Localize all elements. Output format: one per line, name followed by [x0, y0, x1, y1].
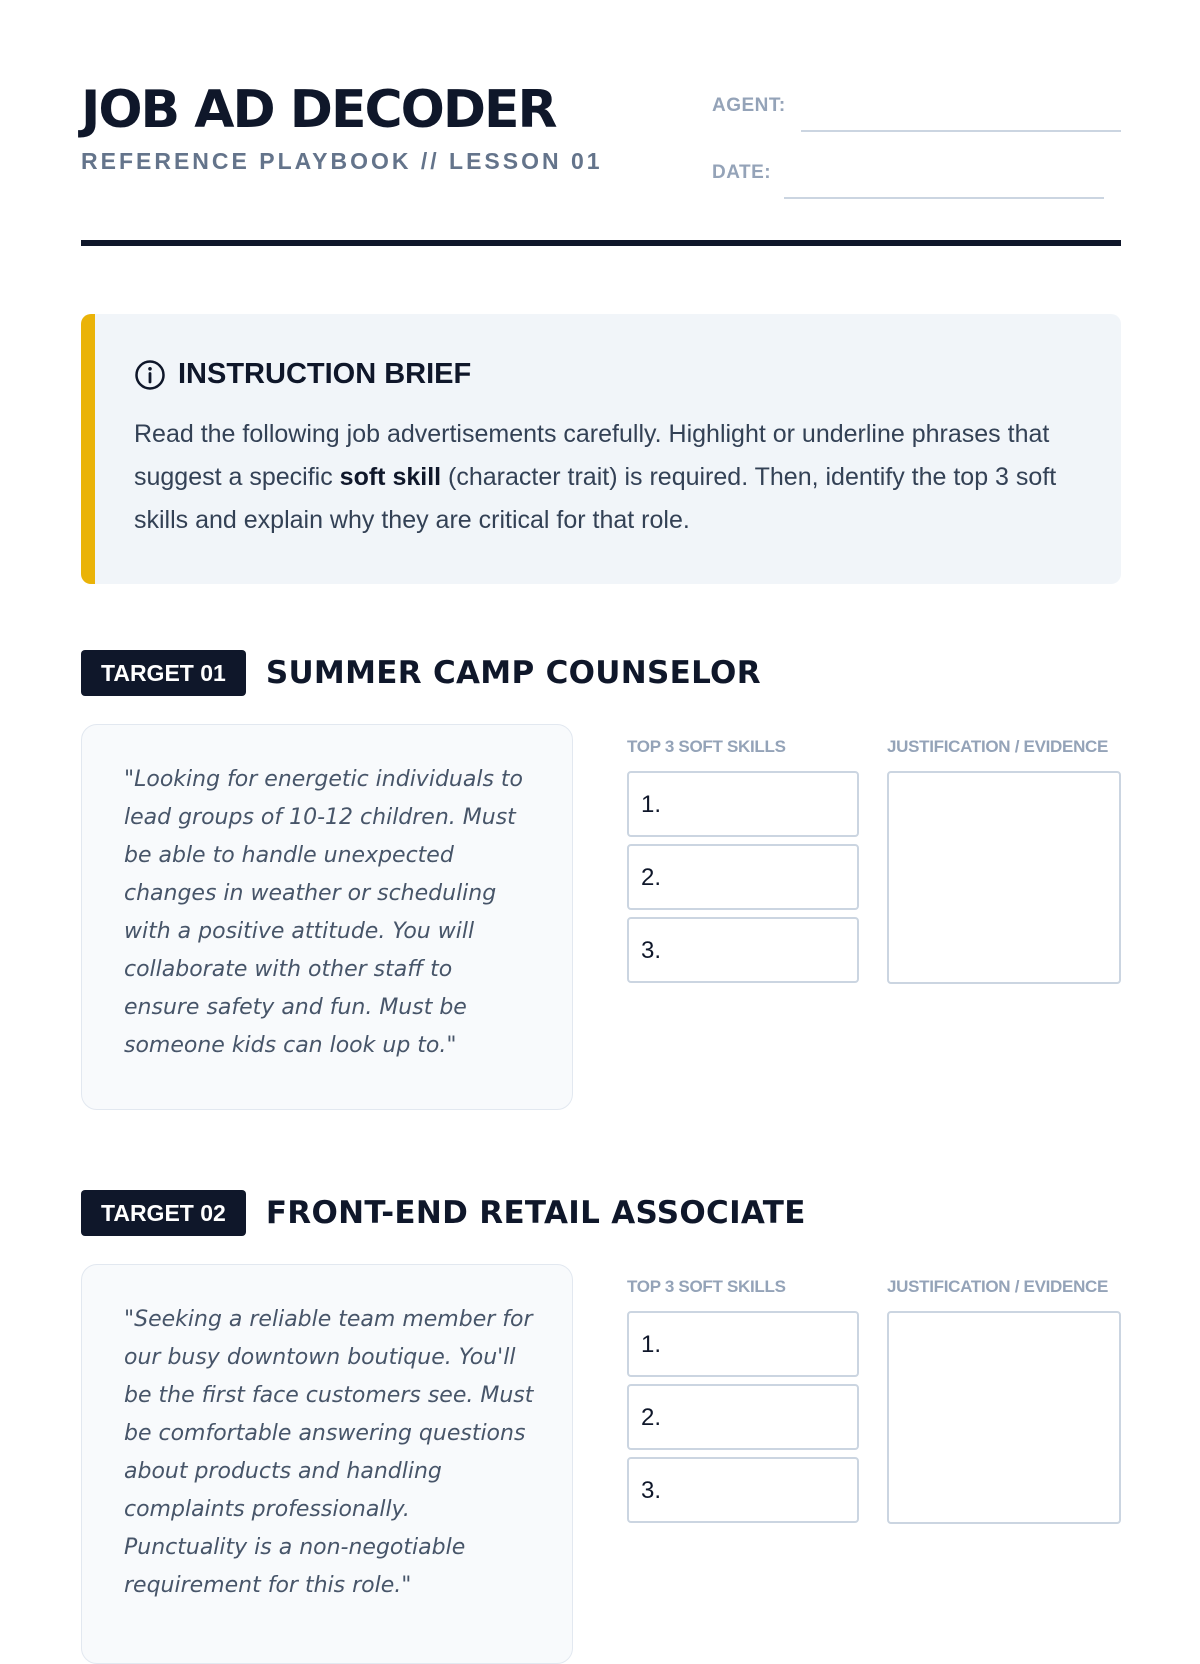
date-label: DATE:: [712, 162, 772, 183]
job-ad-text: "Looking for energetic individuals to lead groups of 10-12 children. Must be able to handle unexpected changes in weather or scheduling with a positive attitude. You will collaborate with other staff to ensure safety and fun. Must be someone kids can look up to.": [124, 767, 523, 1058]
date-field[interactable]: [784, 197, 1104, 199]
brief-text-emphasis: soft skill: [339, 463, 442, 491]
brief-text-part: (character trait) is required. Then, identify the top 3 soft skills and explain why they are critical for that role.: [134, 463, 1057, 534]
target-heading: [81, 650, 761, 696]
agent-field[interactable]: [801, 130, 1121, 132]
justification-input[interactable]: [887, 771, 1121, 984]
worksheet-page: [81, 0, 1121, 1598]
brief-accent-bar: [81, 314, 95, 584]
skill-number: 2.: [641, 1404, 662, 1431]
agent-label: AGENT:: [712, 95, 786, 116]
skills-column-label: TOP 3 SOFT SKILLS: [627, 737, 786, 756]
target-badge: TARGET 01: [81, 650, 246, 696]
brief-text-part: Read the following job advertisements carefully. Highlight or underline phrases that suggest a specific: [134, 420, 1050, 491]
skill-number: 3.: [641, 1477, 662, 1504]
skill-number: 1.: [641, 1331, 662, 1358]
info-icon: [134, 359, 166, 391]
header-divider: [81, 240, 1121, 246]
skill-input-1[interactable]: [627, 1311, 859, 1377]
header: [81, 0, 1121, 250]
page-title: JOB AD DECODER: [81, 80, 556, 140]
job-ad-box: [81, 1264, 573, 1664]
skill-input-3[interactable]: [627, 917, 859, 983]
job-ad-text: "Seeking a reliable team member for our busy downtown boutique. You'll be the first face customers see. Must be comfortable answering questions about products and handling complaints professionally. Punctuality is a non-negotiable requirement for this role.": [124, 1307, 534, 1598]
skill-input-2[interactable]: [627, 844, 859, 910]
skill-number: 3.: [641, 937, 662, 964]
target-title: SUMMER CAMP COUNSELOR: [265, 655, 761, 691]
job-ad-box: [81, 724, 573, 1110]
brief-text: [134, 413, 1094, 542]
target-title: FRONT-END RETAIL ASSOCIATE: [265, 1195, 806, 1231]
skill-input-3[interactable]: [627, 1457, 859, 1523]
justification-input[interactable]: [887, 1311, 1121, 1524]
skill-input-1[interactable]: [627, 771, 859, 837]
target-heading: [81, 1190, 806, 1236]
brief-title: INSTRUCTION BRIEF: [178, 358, 472, 390]
justification-column-label: JUSTIFICATION / EVIDENCE: [887, 1277, 1109, 1296]
skill-number: 1.: [641, 791, 662, 818]
instruction-brief: [81, 314, 1121, 584]
skills-column-label: TOP 3 SOFT SKILLS: [627, 1277, 786, 1296]
justification-column-label: JUSTIFICATION / EVIDENCE: [887, 737, 1109, 756]
brief-heading: [134, 358, 471, 391]
page-subtitle: REFERENCE PLAYBOOK // LESSON 01: [81, 148, 603, 174]
skill-number: 2.: [641, 864, 662, 891]
target-badge: TARGET 02: [81, 1190, 246, 1236]
skill-input-2[interactable]: [627, 1384, 859, 1450]
